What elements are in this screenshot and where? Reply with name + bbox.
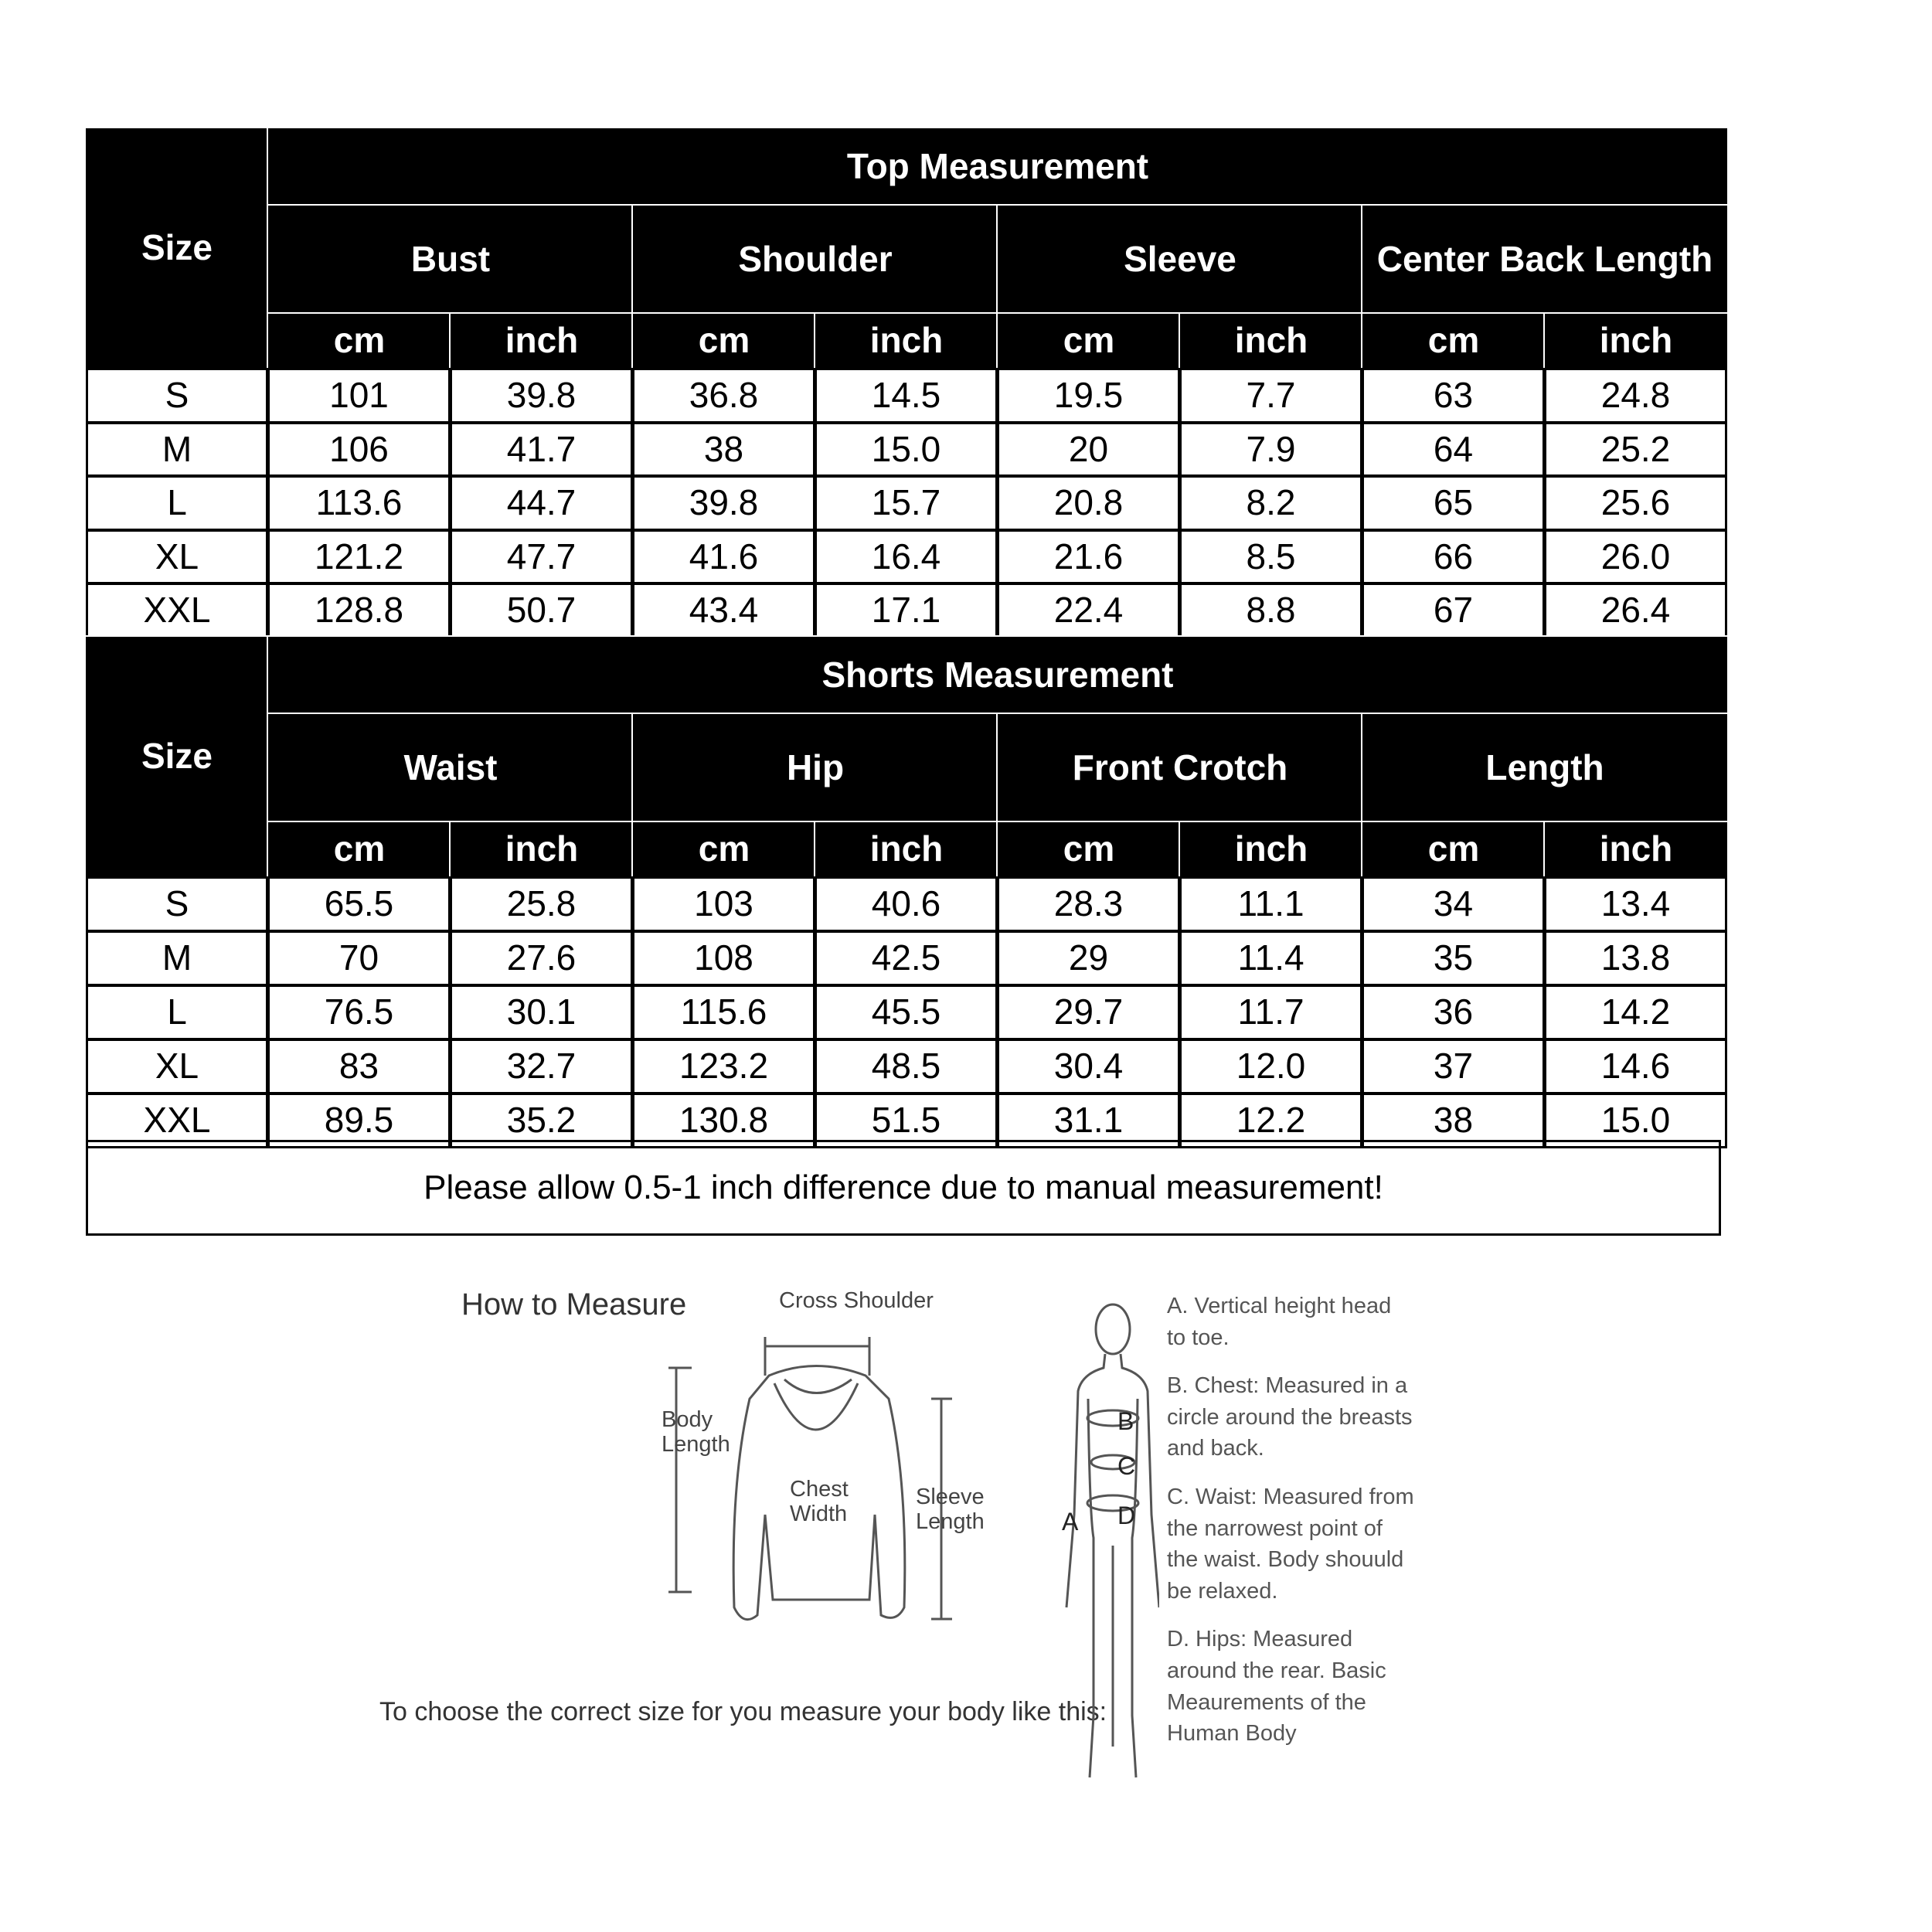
chest-width-label: Chest Width (790, 1477, 849, 1526)
table-cell: 11.4 (1179, 930, 1362, 986)
table-title: Shorts Measurement (268, 637, 1727, 714)
table-cell: 12.0 (1179, 1039, 1362, 1094)
size-cell: M (86, 422, 268, 478)
table-cell: 15.7 (815, 475, 998, 531)
table-cell: 20 (997, 422, 1180, 478)
table-title: Top Measurement (268, 128, 1727, 206)
unit-header: inch (815, 314, 998, 368)
table-cell: 7.9 (1179, 422, 1362, 478)
body-length-label: Body Length (662, 1407, 730, 1457)
body-letter-a: A (1062, 1508, 1079, 1536)
table-cell: 27.6 (450, 930, 633, 986)
table-cell: 63 (1362, 368, 1545, 423)
cross-shoulder-label: Cross Shoulder (779, 1288, 934, 1313)
table-cell: 8.2 (1179, 475, 1362, 531)
table-cell: 8.8 (1179, 583, 1362, 638)
table-cell: 48.5 (815, 1039, 998, 1094)
group-header: Length (1362, 714, 1727, 822)
table-cell: 12.2 (1179, 1093, 1362, 1148)
table-cell: 26.4 (1544, 583, 1727, 638)
size-cell: M (86, 930, 268, 986)
group-header: Center Back Length (1362, 206, 1727, 314)
body-letter-d: D (1117, 1502, 1136, 1529)
table-cell: 8.5 (1179, 529, 1362, 585)
table-cell: 20.8 (997, 475, 1180, 531)
table-cell: 25.8 (450, 876, 633, 932)
table-cell: 29 (997, 930, 1180, 986)
group-header: Waist (268, 714, 633, 822)
legend-item-a: A. Vertical height head to toe. (1167, 1294, 1392, 1350)
table-cell: 14.2 (1544, 985, 1727, 1040)
table-cell: 36.8 (632, 368, 815, 423)
table-cell: 113.6 (267, 475, 451, 531)
unit-header: cm (998, 314, 1180, 368)
table-cell: 15.0 (815, 422, 998, 478)
measurement-note: Please allow 0.5-1 inch difference due to manual measurement! (86, 1140, 1721, 1236)
legend-item-c: C. Waist: Measured from the narrowest point of the waist. Body shouuld be relaxed. (1167, 1484, 1414, 1604)
group-header: Hip (633, 714, 998, 822)
table-cell: 106 (267, 422, 451, 478)
table-cell: 22.4 (997, 583, 1180, 638)
unit-header: inch (451, 314, 633, 368)
unit-header: inch (1180, 314, 1362, 368)
table-cell: 37 (1362, 1039, 1545, 1094)
table-cell: 13.4 (1544, 876, 1727, 932)
table-cell: 36 (1362, 985, 1545, 1040)
table-cell: 47.7 (450, 529, 633, 585)
unit-header: cm (1362, 822, 1545, 876)
size-cell: XL (86, 529, 268, 585)
unit-header: cm (633, 314, 815, 368)
table-cell: 21.6 (997, 529, 1180, 585)
group-header: Shoulder (633, 206, 998, 314)
group-header: Front Crotch (998, 714, 1362, 822)
body-letter-b: B (1117, 1407, 1134, 1435)
table-cell: 42.5 (815, 930, 998, 986)
table-cell: 115.6 (632, 985, 815, 1040)
table-cell: 70 (267, 930, 451, 986)
table-cell: 50.7 (450, 583, 633, 638)
unit-header: inch (1545, 822, 1727, 876)
table-cell: 64 (1362, 422, 1545, 478)
table-cell: 32.7 (450, 1039, 633, 1094)
table-cell: 35.2 (450, 1093, 633, 1148)
table-cell: 66 (1362, 529, 1545, 585)
unit-header: inch (1180, 822, 1362, 876)
table-cell: 11.7 (1179, 985, 1362, 1040)
how-to-measure-title: How to Measure (461, 1287, 687, 1321)
table-cell: 39.8 (450, 368, 633, 423)
size-cell: S (86, 368, 268, 423)
table-cell: 38 (1362, 1093, 1545, 1148)
unit-header: cm (1362, 314, 1545, 368)
size-cell: L (86, 985, 268, 1040)
table-cell: 30.1 (450, 985, 633, 1040)
table-cell: 13.8 (1544, 930, 1727, 986)
size-cell: XXL (86, 583, 268, 638)
table-cell: 41.6 (632, 529, 815, 585)
size-cell: S (86, 876, 268, 932)
table-cell: 65 (1362, 475, 1545, 531)
table-cell: 43.4 (632, 583, 815, 638)
table-cell: 15.0 (1544, 1093, 1727, 1148)
table-cell: 41.7 (450, 422, 633, 478)
table-cell: 29.7 (997, 985, 1180, 1040)
size-cell: XXL (86, 1093, 268, 1148)
table-cell: 14.6 (1544, 1039, 1727, 1094)
unit-header: inch (815, 822, 998, 876)
unit-header: inch (1545, 314, 1727, 368)
table-cell: 17.1 (815, 583, 998, 638)
table-cell: 121.2 (267, 529, 451, 585)
table-cell: 38 (632, 422, 815, 478)
group-header: Sleeve (998, 206, 1362, 314)
legend-item-b: B. Chest: Measured in a circle around the breasts and back. (1167, 1373, 1413, 1461)
table-cell: 44.7 (450, 475, 633, 531)
unit-header: cm (633, 822, 815, 876)
table-cell: 24.8 (1544, 368, 1727, 423)
body-letter-c: C (1117, 1452, 1136, 1480)
table-cell: 11.1 (1179, 876, 1362, 932)
table-cell: 76.5 (267, 985, 451, 1040)
table-cell: 25.6 (1544, 475, 1727, 531)
table-cell: 108 (632, 930, 815, 986)
unit-header: cm (998, 822, 1180, 876)
table-cell: 40.6 (815, 876, 998, 932)
table-cell: 101 (267, 368, 451, 423)
table-cell: 25.2 (1544, 422, 1727, 478)
how-to-measure-caption: To choose the correct size for you measure your body like this: (379, 1697, 1107, 1726)
table-cell: 31.1 (997, 1093, 1180, 1148)
table-cell: 128.8 (267, 583, 451, 638)
table-cell: 26.0 (1544, 529, 1727, 585)
size-header: Size (86, 128, 268, 368)
size-cell: L (86, 475, 268, 531)
group-header: Bust (268, 206, 633, 314)
table-cell: 39.8 (632, 475, 815, 531)
size-cell: XL (86, 1039, 268, 1094)
table-cell: 7.7 (1179, 368, 1362, 423)
body-figure (1051, 1283, 1159, 1793)
table-cell: 89.5 (267, 1093, 451, 1148)
table-cell: 45.5 (815, 985, 998, 1040)
table-cell: 67 (1362, 583, 1545, 638)
table-cell: 35 (1362, 930, 1545, 986)
sleeve-length-label: Sleeve Length (916, 1485, 985, 1534)
unit-header: cm (268, 314, 451, 368)
legend-item-d: D. Hips: Measured around the rear. Basic Meaurements of the Human Body (1167, 1627, 1386, 1747)
garment-diagram (649, 1283, 1005, 1654)
table-cell: 34 (1362, 876, 1545, 932)
size-header: Size (86, 637, 268, 876)
measurement-legend (1167, 1291, 1414, 1767)
table-cell: 30.4 (997, 1039, 1180, 1094)
table-cell: 51.5 (815, 1093, 998, 1148)
table-cell: 16.4 (815, 529, 998, 585)
table-cell: 103 (632, 876, 815, 932)
unit-header: inch (451, 822, 633, 876)
table-cell: 130.8 (632, 1093, 815, 1148)
table-cell: 14.5 (815, 368, 998, 423)
unit-header: cm (268, 822, 451, 876)
table-cell: 65.5 (267, 876, 451, 932)
table-cell: 123.2 (632, 1039, 815, 1094)
table-cell: 28.3 (997, 876, 1180, 932)
table-cell: 19.5 (997, 368, 1180, 423)
table-cell: 83 (267, 1039, 451, 1094)
